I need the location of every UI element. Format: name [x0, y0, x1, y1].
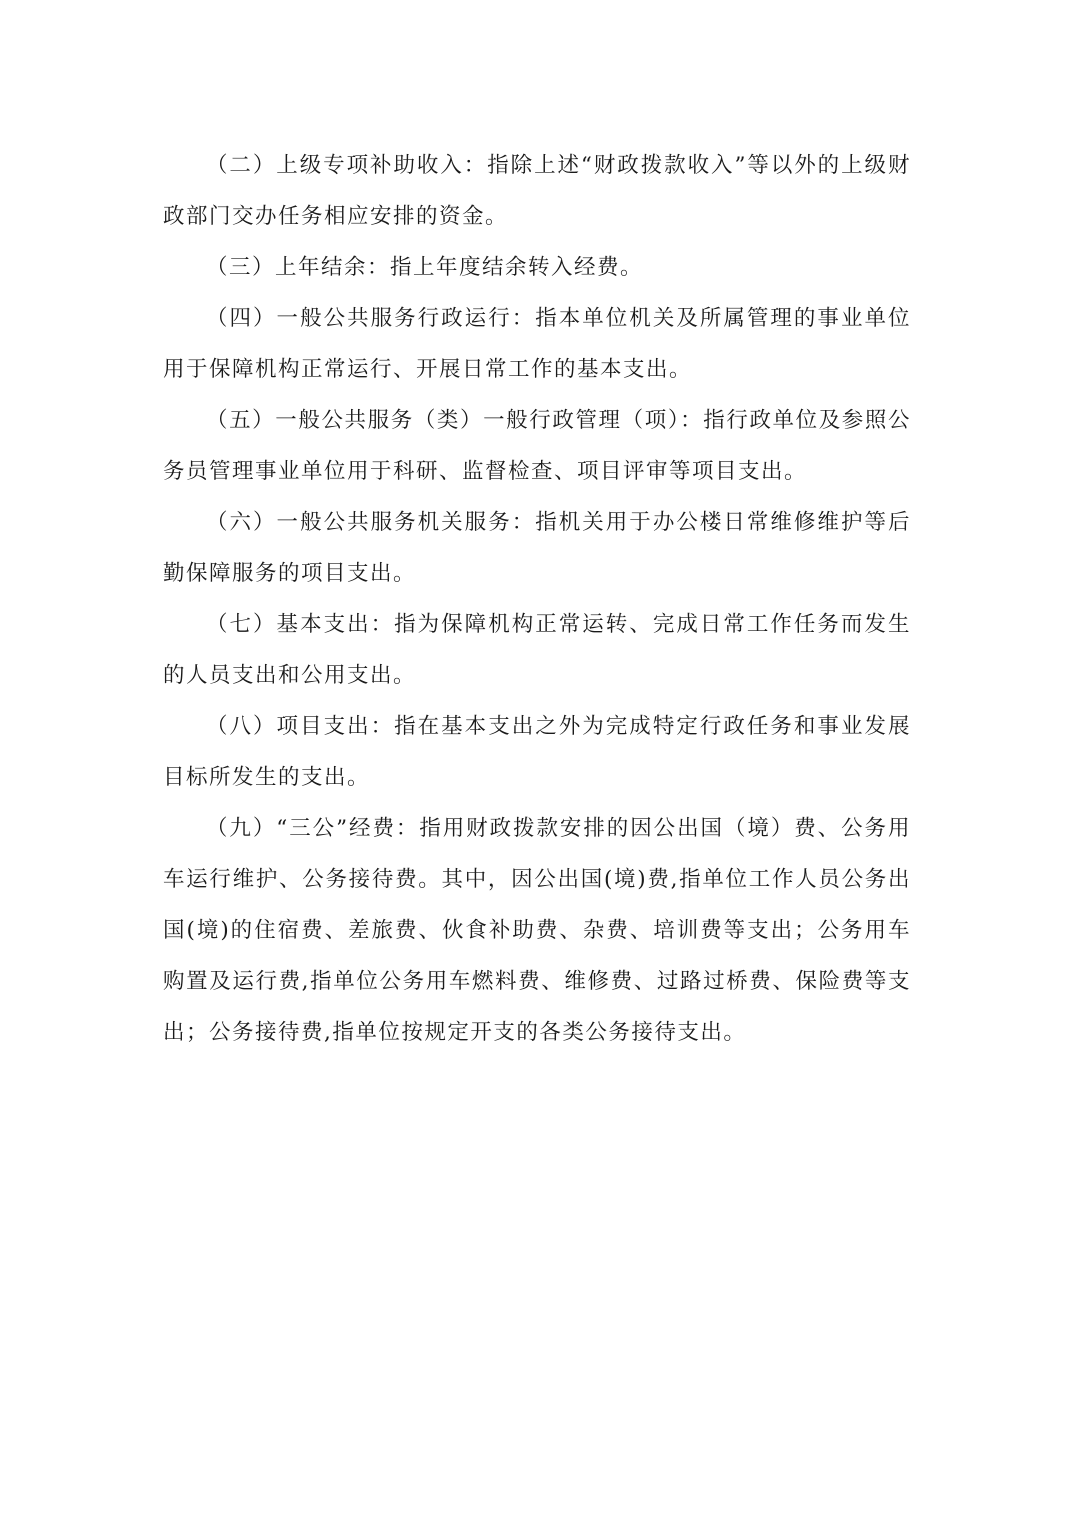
- paragraph-administrative-operation: （四）一般公共服务行政运行：指本单位机关及所属管理的事业单位用于保障机构正常运行、开展日常工作的基本支出。: [163, 306, 911, 382]
- paragraph-general-administration: （五）一般公共服务（类）一般行政管理（项）：指行政单位及参照公务员管理事业单位用于科研、监督检查、项目评审等项目支出。: [163, 408, 911, 484]
- paragraph-three-public-expenses: （九）“三公”经费：指用财政拨款安排的因公出国（境）费、公务用车运行维护、公务接待费。其中，因公出国(境)费,指单位工作人员公务出国(境)的住宿费、差旅费、伙食补助费、杂费、培训费等支出；公务用车购置及运行费,指单位公务用车燃料费、维修费、过路过桥费、保险费等支出；公务接待费,指单位按规定开支的各类公务接待支出。: [163, 816, 911, 1045]
- paragraph-prior-year-balance: （三）上年结余：指上年度结余转入经费。: [206, 255, 644, 280]
- paragraph-office-services: （六）一般公共服务机关服务：指机关用于办公楼日常维修维护等后勤保障服务的项目支出。: [163, 510, 911, 586]
- document-body: [163, 140, 911, 1058]
- paragraph-project-expenditure: （八）项目支出：指在基本支出之外为完成特定行政任务和事业发展目标所发生的支出。: [163, 714, 911, 790]
- paragraph-superior-special-subsidy: （二）上级专项补助收入：指除上述“财政拨款收入”等以外的上级财政部门交办任务相应安排的资金。: [163, 153, 911, 229]
- paragraph-basic-expenditure: （七）基本支出：指为保障机构正常运转、完成日常工作任务而发生的人员支出和公用支出。: [163, 612, 911, 688]
